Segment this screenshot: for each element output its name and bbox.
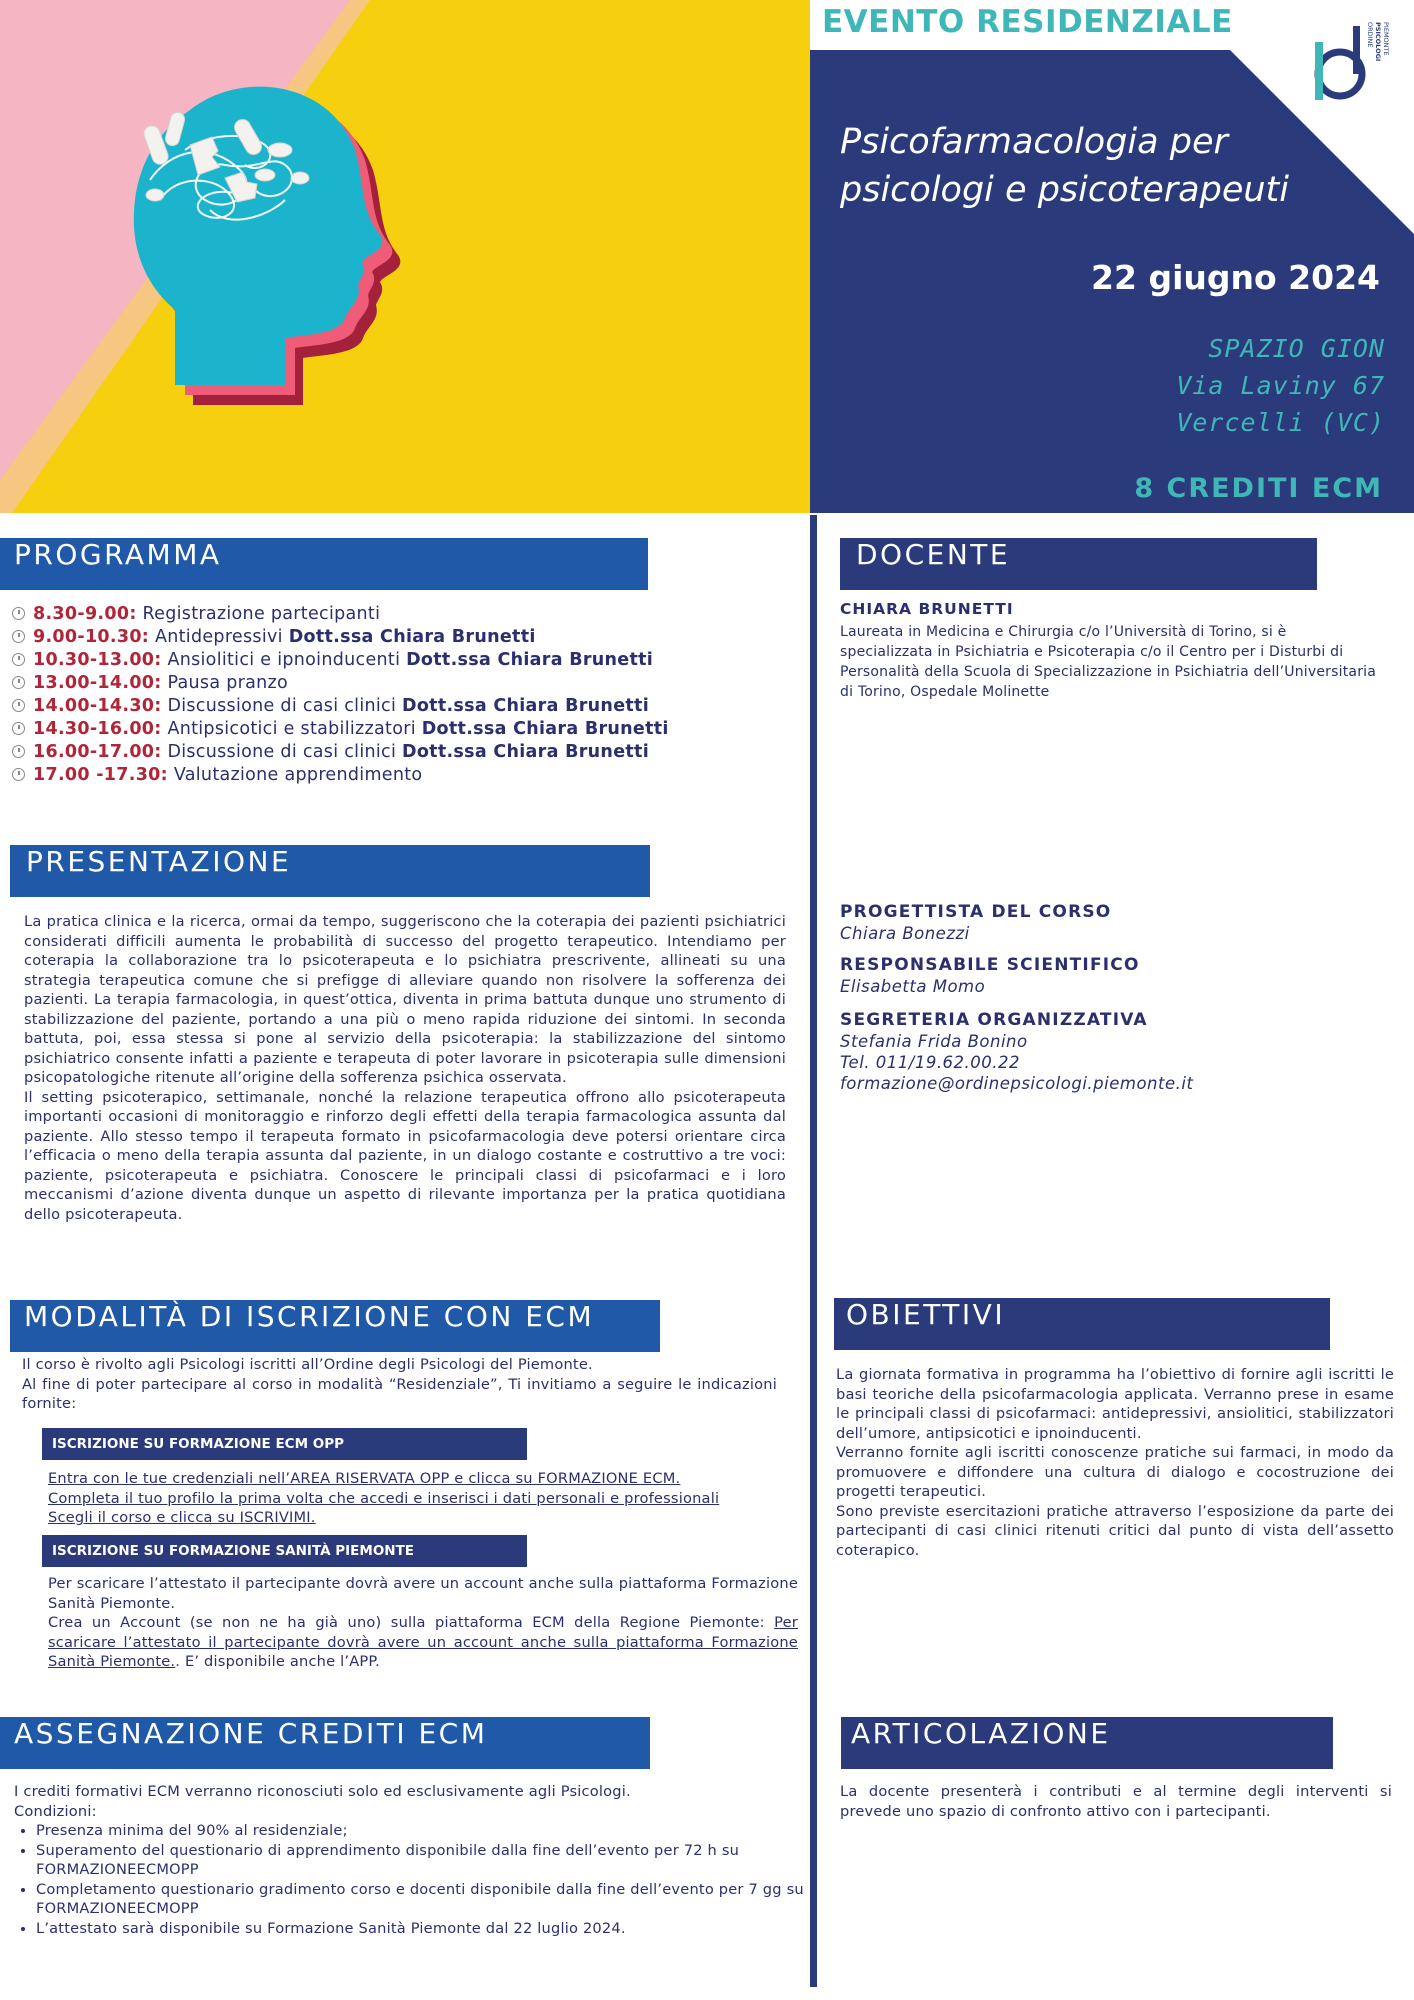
programma-item <box>10 741 790 764</box>
staff-block <box>840 902 1380 1093</box>
articolazione-heading: ARTICOLAZIONE <box>841 1717 1333 1769</box>
hero-illustration <box>0 0 810 513</box>
clock-icon <box>12 768 25 781</box>
event-title-line: Psicofarmacologia per <box>840 122 1228 162</box>
progettista-label: PROGETTISTA DEL CORSO <box>840 902 1112 922</box>
articolazione-text: La docente presenterà i contributi e al termine degli interventi si prevede uno spazio di confronto attivo con i partecipanti. <box>840 1783 1392 1820</box>
segreteria-label: SEGRETERIA ORGANIZZATIVA <box>840 1010 1148 1030</box>
programma-topic: Registrazione partecipanti <box>136 604 381 624</box>
programma-time: 13.00-14.00: <box>33 673 162 693</box>
articolazione-body <box>840 1782 1392 1821</box>
presentazione-body <box>24 912 786 1224</box>
programma-item <box>10 764 790 787</box>
progettista-name: Chiara Bonezzi <box>840 924 970 943</box>
obiettivi-body <box>836 1365 1394 1560</box>
programma-item <box>10 695 790 718</box>
docente-bio <box>840 622 1380 702</box>
opp-link[interactable]: Scegli il corso e clicca su ISCRIVIMI. <box>48 1509 316 1526</box>
venue-name: SPAZIO GION <box>1208 334 1385 363</box>
programma-heading: PROGRAMMA <box>0 538 648 590</box>
sanita-subheading: ISCRIZIONE SU FORMAZIONE SANITÀ PIEMONTE <box>42 1535 527 1567</box>
clock-icon <box>12 722 25 735</box>
responsabile-name: Elisabetta Momo <box>840 977 986 996</box>
opp-instructions <box>48 1469 808 1528</box>
obiettivi-paragraph: Verranno fornite agli iscritti conoscenze pratiche sui farmaci, in modo da promuovere e diffondere una cultura di dialogo e cocostruzione dei progetti terapeutici. <box>836 1444 1394 1500</box>
presentazione-paragraph: La pratica clinica e la ricerca, ormai da tempo, suggeriscono che la coterapia dei pazienti psichiatrici considerati difficili aumenta le probabilità di successo del progetto terapeutico. Intendiamo per coterapia la collaborazione tra lo psicoterapeuta e lo psichiatra prescrivente, allineati su una strategia terapeutica comune che si prefigge di alleviare quando non risolvere la sofferenza dei pazienti. La terapia farmacologia, in quest’ottica, diventa in prima battuta dunque uno strumento di stabilizzazione del paziente, portando a una più o meno rapida riduzione dei sintomi. In seconda battuta, poi, essa stessa si pone al servizio della psicoterapia: la stabilizzazione del sintomo psichiatrico consente infatti a paziente e terapeuta di poter lavorare in psicoterapia sulle dimensioni psicopatologiche ritenute all’origine della sofferenza psichica osservata. <box>24 913 786 1086</box>
programma-speaker: Dott.ssa Chiara Brunetti <box>402 742 649 762</box>
programma-topic: Valutazione apprendimento <box>167 765 423 785</box>
logo-text: PIEMONTE <box>1382 22 1390 56</box>
programma-time: 10.30-13.00: <box>33 650 162 670</box>
programma-time: 14.30-16.00: <box>33 719 162 739</box>
programma-item <box>10 672 790 695</box>
condition-item: • Completamento questionario gradimento corso e docenti disponibile dalla fine dell’evento per 7 gg su FORMAZIONEECMOPP <box>36 1880 804 1919</box>
programma-topic: Antidepressivi <box>149 627 289 647</box>
obiettivi-paragraph: La giornata formativa in programma ha l’obiettivo di fornire agli iscritti le basi teoriche della psicofarmacologia applicata. Verranno prese in esame le principali classi di psicofarmaci: antidepressivi, ansiolitici, stabilizzatori dell’umore, antipsicotici e ipnoinducenti. <box>836 1366 1394 1442</box>
venue-city: Vercelli (VC) <box>1176 408 1385 437</box>
condition-item: • Superamento del questionario di apprendimento disponibile dalla fine dell’evento per 72 h su FORMAZIONEECMOPP <box>36 1841 804 1880</box>
sanita-link[interactable]: Per scaricare l’attestato il partecipante dovrà avere un account anche sulla piattaforma Formazione Sanità Piemonte. <box>48 1614 798 1670</box>
programma-topic: Discussione di casi clinici <box>161 742 402 762</box>
obiettivi-paragraph: Sono previste esercitazioni pratiche attraverso l’esposizione da parte dei partecipanti di casi clinici ritenuti critici dal punto di vista dell’assetto coterapico. <box>836 1502 1394 1559</box>
sanita-text: Crea un Account (se non ne ha già uno) sulla piattaforma ECM della Regione Piemonte: <box>48 1614 775 1631</box>
clock-icon <box>12 745 25 758</box>
event-type-label: EVENTO RESIDENZIALE <box>822 4 1233 40</box>
sanita-instructions <box>48 1574 798 1672</box>
programma-speaker: Dott.ssa Chiara Brunetti <box>406 650 654 670</box>
clock-icon <box>12 630 25 643</box>
crediti-heading: ASSEGNAZIONE CREDITI ECM <box>0 1717 650 1769</box>
programma-time: 14.00-14.30: <box>33 696 162 716</box>
iscrizione-heading: MODALITÀ DI ISCRIZIONE CON ECM <box>10 1300 660 1352</box>
opp-link[interactable]: Entra con le tue credenziali nell’AREA RISERVATA OPP e clicca su FORMAZIONE ECM. <box>48 1470 681 1487</box>
clock-icon <box>12 653 25 666</box>
sanita-text: . E’ disponibile anche l’APP. <box>175 1653 380 1670</box>
iscrizione-intro-line: Al fine di poter partecipare al corso in modalità “Residenziale”, Ti invitiamo a seguire le indicazioni fornite: <box>22 1375 777 1412</box>
column-divider <box>810 515 817 1987</box>
programma-speaker: Dott.ssa Chiara Brunetti <box>402 696 649 716</box>
conditions-list <box>14 1821 804 1938</box>
docente-heading: DOCENTE <box>840 538 1317 590</box>
condition-item: • Presenza minima del 90% al residenziale; <box>36 1821 804 1841</box>
ordine-psicologi-logo[interactable] <box>1300 12 1395 112</box>
crediti-body <box>14 1782 804 1938</box>
programma-speaker: Dott.ssa Chiara Brunetti <box>421 719 669 739</box>
programma-item <box>10 603 790 626</box>
docente-name: CHIARA BRUNETTI <box>840 600 1014 618</box>
venue-street: Via Laviny 67 <box>1176 371 1385 400</box>
programma-topic: Ansiolitici e ipnoinducenti <box>161 650 407 670</box>
programma-item <box>10 718 790 741</box>
presentazione-paragraph: Il setting psicoterapico, settimanale, nonché la relazione terapeutica offrono allo psicoterapeuta importanti occasioni di monitoraggio e rinforzo degli effetti della terapia farmacologica assunta dal paziente. Allo stesso tempo il terapeuta formato in psicofarmacologia deve potersi orientare circa l’efficacia o meno della terapia assunta dal paziente, in un dialogo costante e costruttivo a tre voci: paziente, psicoterapeuta e psichiatra. Conoscere le principali classi di psicofarmaci e i loro meccanismi d’azione diventa dunque un aspetto di rilevante importanza per la pratica quotidiana dello psicoterapeuta. <box>24 1088 786 1223</box>
segreteria-name: Stefania Frida Bonino <box>840 1032 1028 1051</box>
opp-subheading: ISCRIZIONE SU FORMAZIONE ECM OPP <box>42 1428 527 1460</box>
presentazione-heading: PRESENTAZIONE <box>10 845 650 897</box>
event-title <box>840 118 1380 214</box>
programma-topic: Antipsicotici e stabilizzatori <box>161 719 422 739</box>
programma-topic: Pausa pranzo <box>161 673 289 693</box>
programma-time: 8.30-9.00: <box>33 604 137 624</box>
crediti-intro: I crediti formativi ECM verranno riconosciuti solo ed esclusivamente agli Psicologi. <box>14 1783 631 1800</box>
clock-icon <box>12 607 25 620</box>
programma-topic: Discussione di casi clinici <box>161 696 402 716</box>
programma-speaker: Dott.ssa Chiara Brunetti <box>288 627 536 647</box>
condizioni-label: Condizioni: <box>14 1802 97 1820</box>
venue <box>1000 330 1385 441</box>
sanita-paragraph: Per scaricare l’attestato il partecipante dovrà avere un account anche sulla piattaforma Formazione Sanità Piemonte. <box>48 1575 798 1612</box>
iscrizione-intro-line: Il corso è rivolto agli Psicologi iscritti all’Ordine degli Psicologi del Piemonte. <box>22 1356 593 1373</box>
condition-item: • L’attestato sarà disponibile su Formazione Sanità Piemonte dal 22 luglio 2024. <box>36 1919 804 1939</box>
logo-text: PSICOLOGI <box>1374 22 1382 62</box>
clock-icon <box>12 699 25 712</box>
opp-link[interactable]: Completa il tuo profilo la prima volta che accedi e inserisci i dati personali e professionali <box>48 1489 720 1507</box>
iscrizione-intro <box>22 1355 777 1414</box>
segreteria-email[interactable]: formazione@ordinepsicologi.piemonte.it <box>840 1074 1194 1093</box>
ecm-credits: 8 CREDITI ECM <box>1134 473 1383 504</box>
docente-bio-text: Laureata in Medicina e Chirurgia c/o l’Università di Torino, si è specializzata in Psichiatria e Psicoterapia c/o il Centro per i Disturbi di Personalità della Scuola di Specializzazione in Psichiatria dell’Universitaria di Torino, Ospedale Molinette <box>840 624 1377 700</box>
programma-time: 16.00-17.00: <box>33 742 162 762</box>
segreteria-phone[interactable]: Tel. 011/19.62.00.22 <box>840 1053 1021 1072</box>
programma-item <box>10 649 790 672</box>
responsabile-label: RESPONSABILE SCIENTIFICO <box>840 955 1140 975</box>
obiettivi-heading: OBIETTIVI <box>834 1298 1330 1350</box>
programma-item <box>10 626 790 649</box>
logo-text: ORDINE <box>1366 22 1374 48</box>
event-title-line: psicologi e psicoterapeuti <box>840 170 1290 210</box>
clock-icon <box>12 676 25 689</box>
programma-list <box>10 603 790 787</box>
event-date: 22 giugno 2024 <box>1091 258 1380 297</box>
programma-time: 17.00 -17.30: <box>33 765 168 785</box>
programma-time: 9.00-10.30: <box>33 627 150 647</box>
